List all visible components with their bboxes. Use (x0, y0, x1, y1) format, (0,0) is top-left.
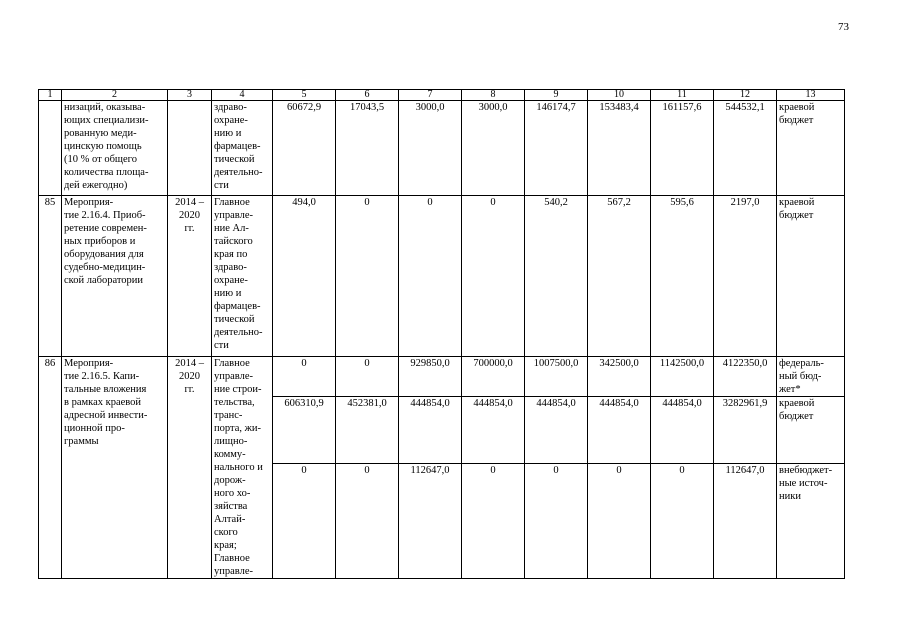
value-cell: 112647,0 (399, 463, 462, 578)
text-line: ных приборов и (64, 236, 136, 247)
text-line: нию и (214, 128, 242, 139)
text-line: управле- (214, 566, 253, 577)
measure-description-cell (62, 196, 168, 357)
header-row (39, 90, 845, 101)
value-cell: 0 (588, 463, 651, 578)
text-line: бюджет (779, 210, 814, 221)
text-line: управле- (214, 371, 253, 382)
text-line: управле- (214, 210, 253, 221)
header-cell: 13 (777, 90, 845, 101)
value-cell: 146174,7 (525, 101, 588, 196)
text-line: краевой (779, 197, 815, 208)
measure-description-cell (62, 357, 168, 579)
value-cell: 700000,0 (462, 357, 525, 397)
funding-source-cell (777, 357, 845, 397)
value-cell: 444854,0 (399, 397, 462, 464)
text-line: 2014 – (175, 197, 204, 208)
text-line: Алтай- (214, 514, 246, 525)
budget-table (38, 89, 845, 579)
text-line: лищно- (214, 436, 248, 447)
text-line: 2014 – (175, 358, 204, 369)
value-cell: 494,0 (273, 196, 336, 357)
header-cell: 2 (62, 90, 168, 101)
text-line: дорож- (214, 475, 246, 486)
header-cell: 5 (273, 90, 336, 101)
period-cell (168, 357, 212, 579)
text-line: зяйства (214, 501, 248, 512)
text-line: Мероприя- (64, 358, 114, 369)
text-line: 2020 (179, 371, 200, 382)
text-line: тие 2.16.4. Приоб- (64, 210, 146, 221)
page-number: 73 (838, 21, 849, 33)
funding-source-cell (777, 101, 845, 196)
text-line: нального и (214, 462, 263, 473)
value-cell: 0 (336, 357, 399, 397)
text-line: жет* (779, 384, 801, 395)
header-cell: 10 (588, 90, 651, 101)
header-cell: 3 (168, 90, 212, 101)
executor-cell (212, 357, 273, 579)
text-line: комму- (214, 449, 246, 460)
text-line: тие 2.16.5. Капи- (64, 371, 140, 382)
text-line: охране- (214, 115, 248, 126)
value-cell: 452381,0 (336, 397, 399, 464)
text-line: ники (779, 490, 801, 502)
total-cell: 544532,1 (714, 101, 777, 196)
value-cell: 0 (525, 463, 588, 578)
value-cell: 3000,0 (399, 101, 462, 196)
table-row-86-federal (39, 357, 845, 397)
text-line: нию и (214, 288, 242, 299)
text-line: ние Ал- (214, 223, 249, 234)
text-line: фармацев- (214, 141, 261, 152)
table-row-continuation (39, 101, 845, 196)
text-line: низаций, оказыва- (64, 102, 146, 113)
text-line: тической (214, 314, 255, 325)
text-line: Главное (214, 553, 250, 564)
value-cell: 0 (273, 357, 336, 397)
text-line: судебно-медицин- (64, 262, 146, 273)
funding-source-cell (777, 196, 845, 357)
text-line: ретение современ- (64, 223, 147, 234)
value-cell: 595,6 (651, 196, 714, 357)
value-cell: 929850,0 (399, 357, 462, 397)
text-line: ского (214, 527, 238, 538)
value-cell: 0 (336, 463, 399, 578)
text-line: краевой (779, 102, 815, 113)
text-line: деятельно- (214, 167, 263, 178)
header-cell: 4 (212, 90, 273, 101)
header-cell: 9 (525, 90, 588, 101)
text-line: транс- (214, 410, 243, 421)
header-cell: 7 (399, 90, 462, 101)
value-cell: 3000,0 (462, 101, 525, 196)
value-cell: 1007500,0 (525, 357, 588, 397)
value-cell: 444854,0 (525, 397, 588, 464)
text-line: внебюджет- (779, 464, 833, 476)
value-cell: 342500,0 (588, 357, 651, 397)
text-line: 2020 (179, 210, 200, 221)
row-number-cell: 86 (39, 357, 62, 579)
text-line: тальные вложения (64, 384, 147, 395)
funding-source-cell (777, 463, 845, 578)
executor-cell (212, 196, 273, 357)
text-line: сти (214, 340, 229, 351)
value-cell: 606310,9 (273, 397, 336, 464)
text-line: порта, жи- (214, 423, 261, 434)
text-line: края по (214, 249, 248, 260)
text-line: краевой (779, 398, 815, 410)
text-line: ного хо- (214, 488, 251, 499)
text-line: здраво- (214, 262, 247, 273)
value-cell: 0 (273, 463, 336, 578)
header-cell: 12 (714, 90, 777, 101)
header-cell: 6 (336, 90, 399, 101)
total-cell: 4122350,0 (714, 357, 777, 397)
header-cell: 1 (39, 90, 62, 101)
text-line: Главное (214, 358, 250, 369)
text-line: бюджет (779, 411, 814, 423)
text-line: ные источ- (779, 477, 828, 489)
total-cell: 2197,0 (714, 196, 777, 357)
row-number-cell (39, 101, 62, 196)
value-cell: 0 (399, 196, 462, 357)
text-line: края; (214, 540, 237, 551)
text-line: ционной про- (64, 423, 125, 434)
text-line: тической (214, 154, 255, 165)
value-cell: 0 (462, 463, 525, 578)
text-line: гг. (184, 223, 195, 234)
value-cell: 567,2 (588, 196, 651, 357)
text-line: граммы (64, 436, 99, 447)
text-line: Главное (214, 197, 250, 208)
text-line: ние строи- (214, 384, 262, 395)
value-cell: 0 (336, 196, 399, 357)
measure-description-cell (62, 101, 168, 196)
value-cell: 17043,5 (336, 101, 399, 196)
text-line: адресной инвести- (64, 410, 148, 421)
text-line: гг. (184, 384, 195, 395)
header-cell: 11 (651, 90, 714, 101)
header-cell: 8 (462, 90, 525, 101)
text-line: оборудования для (64, 249, 144, 260)
text-line: ющих специализи- (64, 115, 149, 126)
text-line: здраво- (214, 102, 247, 113)
text-line: цинскую помощь (64, 141, 142, 152)
text-line: охране- (214, 275, 248, 286)
value-cell: 60672,9 (273, 101, 336, 196)
text-line: бюджет (779, 115, 814, 126)
text-line: тайского (214, 236, 253, 247)
text-line: фармацев- (214, 301, 261, 312)
text-line: рованную меди- (64, 128, 137, 139)
text-line: количества площа- (64, 167, 149, 178)
text-line: ный бюд- (779, 371, 822, 382)
funding-source-cell (777, 397, 845, 464)
text-line: деятельно- (214, 327, 263, 338)
value-cell: 444854,0 (588, 397, 651, 464)
value-cell: 540,2 (525, 196, 588, 357)
text-line: федераль- (779, 358, 824, 369)
text-line: дей ежегодно) (64, 180, 128, 191)
value-cell: 153483,4 (588, 101, 651, 196)
total-cell: 3282961,9 (714, 397, 777, 464)
value-cell: 0 (651, 463, 714, 578)
period-cell (168, 101, 212, 196)
text-line: (10 % от общего (64, 154, 137, 165)
text-line: Мероприя- (64, 197, 114, 208)
text-line: ской лаборатории (64, 275, 144, 286)
total-cell: 112647,0 (714, 463, 777, 578)
executor-cell (212, 101, 273, 196)
text-line: сти (214, 180, 229, 191)
value-cell: 444854,0 (651, 397, 714, 464)
value-cell: 161157,6 (651, 101, 714, 196)
text-line: в рамках краевой (64, 397, 142, 408)
value-cell: 444854,0 (462, 397, 525, 464)
period-cell (168, 196, 212, 357)
text-line: тельства, (214, 397, 255, 408)
value-cell: 1142500,0 (651, 357, 714, 397)
row-number-cell: 85 (39, 196, 62, 357)
value-cell: 0 (462, 196, 525, 357)
table-row-85 (39, 196, 845, 357)
